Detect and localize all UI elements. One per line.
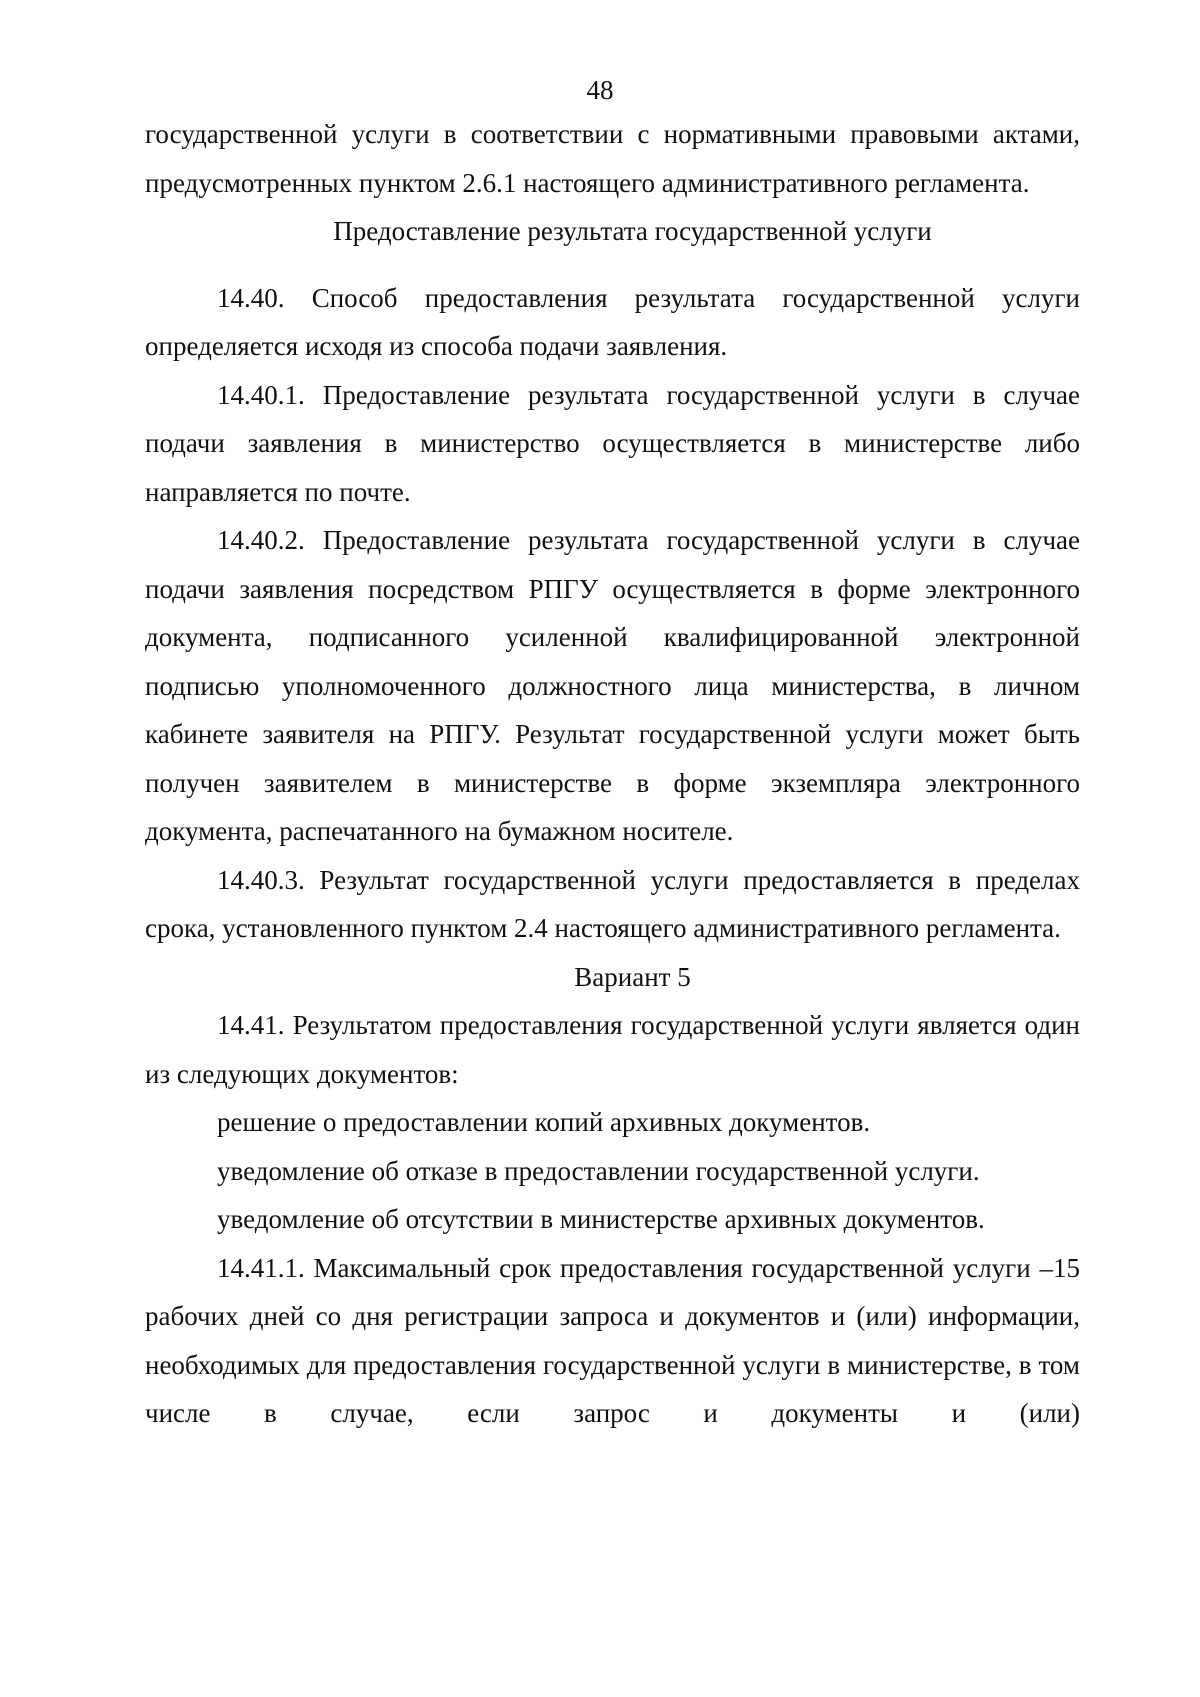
list-item-refusal-notice: уведомление об отказе в предоставлении государственной услуги. xyxy=(217,1155,980,1186)
paragraph-14-40: 14.40. Способ предоставления результата государственной услуги определяется исходя из способа подачи заявления. xyxy=(145,282,1080,361)
paragraph-continuation: государственной услуги в соответствии с нормативными правовыми актами, предусмотренных пунктом 2.6.1 настоящего административного регламента. xyxy=(145,119,1080,198)
section-heading-variant-5: Вариант 5 xyxy=(574,961,691,992)
list-item-decision: решение о предоставлении копий архивных документов. xyxy=(217,1107,871,1137)
paragraph-14-40-3: 14.40.3. Результат государственной услуги предоставляется в пределах срока, установленного пунктом 2.4 настоящего административного регламента. xyxy=(145,864,1080,943)
paragraph-14-41: 14.41. Результатом предоставления государственной услуги является один из следующих документов: xyxy=(145,1010,1080,1089)
paragraph-14-41-1: 14.41.1. Максимальный срок предоставления государственной услуги –15 рабочих дней со дня регистрации запроса и документов и (или) информации, необходимых для предоставления государственной услуги в министерстве, в том числе в случае, если запрос и документы и (или) xyxy=(145,1252,1080,1428)
page-number: 48 xyxy=(586,75,614,105)
document-body xyxy=(145,110,1080,1438)
paragraph-14-40-1: 14.40.1. Предоставление результата государственной услуги в случае подачи заявления в министерство осуществляется в министерстве либо направляется по почте. xyxy=(145,379,1080,507)
section-heading-result-provision: Предоставление результата государственной услуги xyxy=(333,216,932,246)
paragraph-14-40-2: 14.40.2. Предоставление результата государственной услуги в случае подачи заявления посредством РПГУ осуществляется в форме электронного документа, подписанного усиленной квалифицированной электронной подписью уполномоченного должностного лица министерства, в личном кабинете заявителя на РПГУ. Результат государственной услуги может быть получен заявителем в министерстве в форме экземпляра электронного документа, распечатанного на бумажном носителе. xyxy=(145,525,1080,846)
list-item-absence-notice: уведомление об отсутствии в министерстве архивных документов. xyxy=(217,1204,985,1234)
